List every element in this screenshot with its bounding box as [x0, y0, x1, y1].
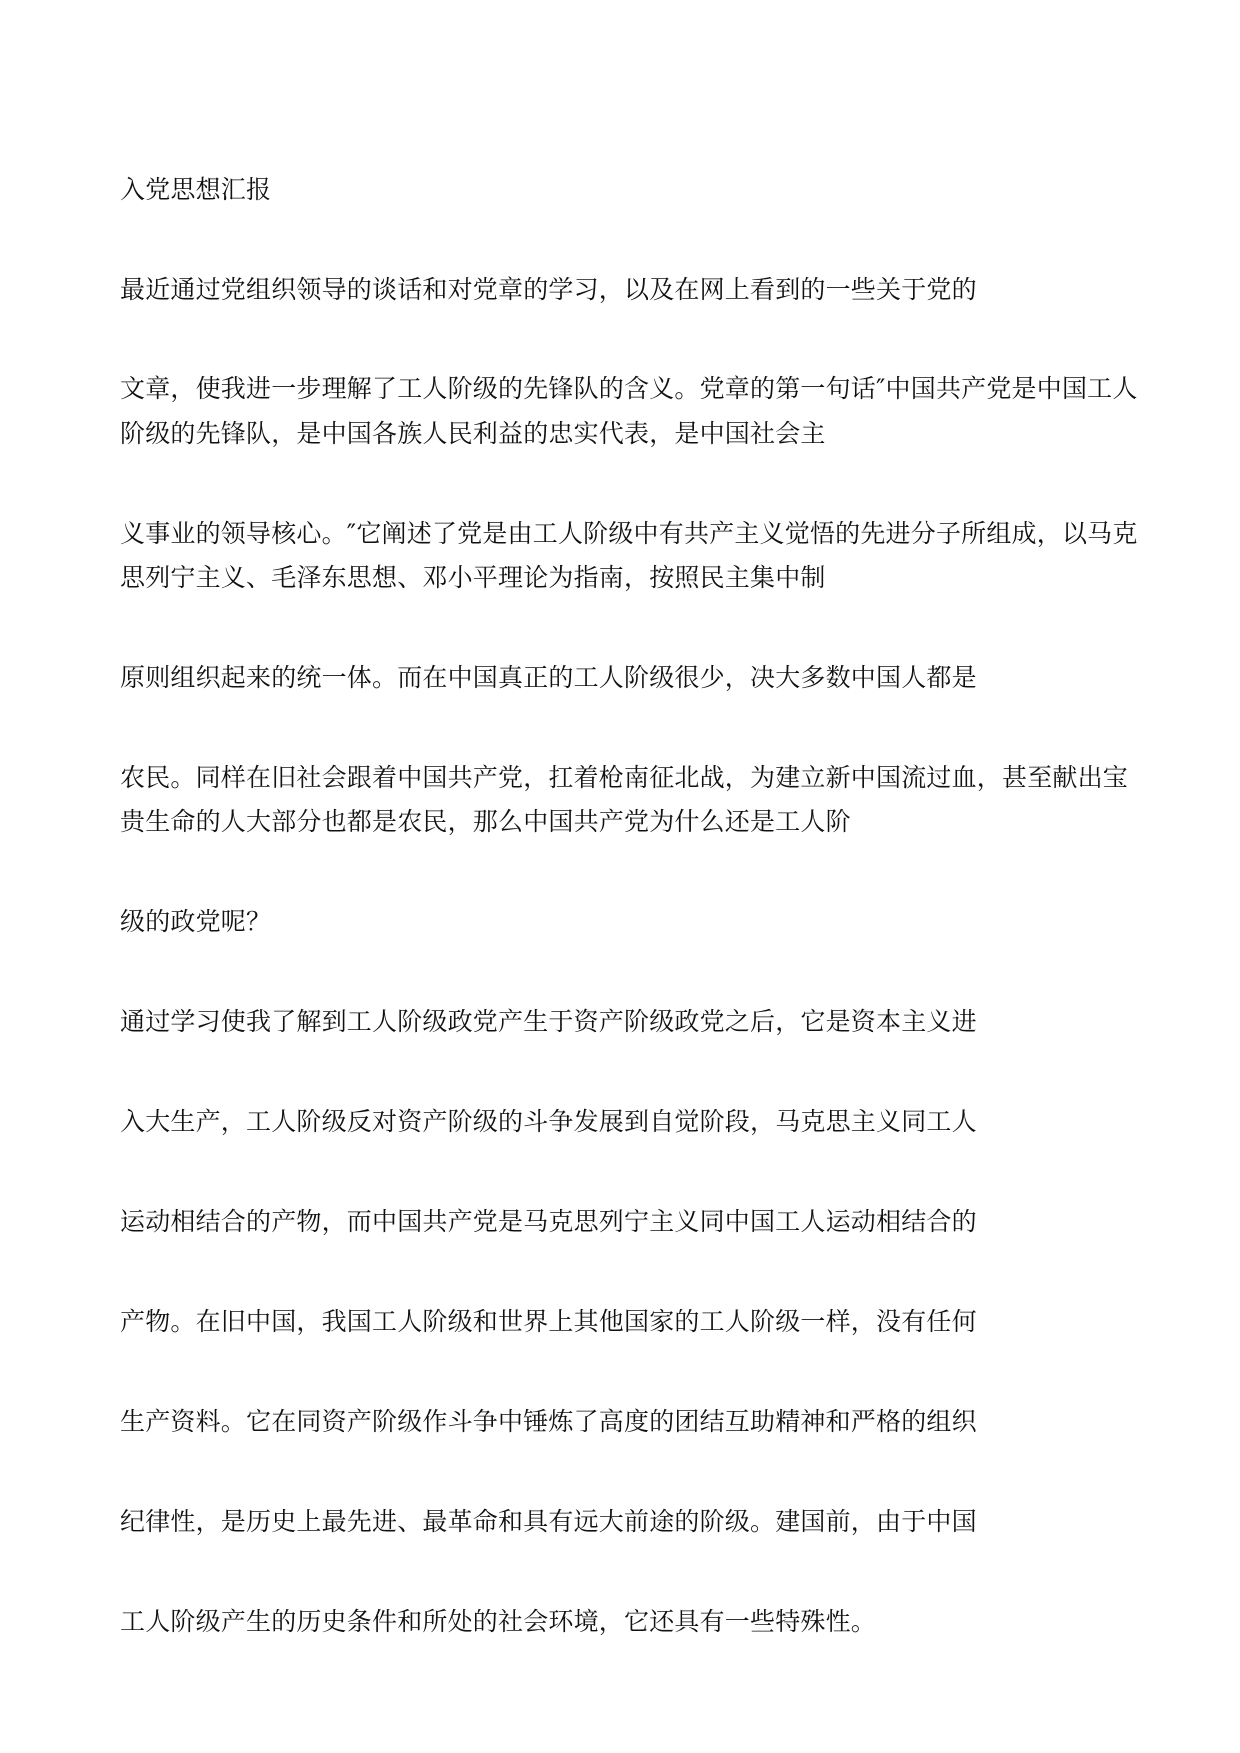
body-line-4: 义事业的领导核心。″它阐述了党是由工人阶级中有共产主义觉悟的先进分子所组成，以马克: [120, 519, 1138, 548]
body-line-14: 生产资料。它在同资产阶级作斗争中锤炼了高度的团结互助精神和严格的组织: [120, 1407, 977, 1436]
document-title: 入党思想汇报: [120, 175, 272, 204]
body-line-8: 贵生命的人大部分也都是农民，那么中国共产党为什么还是工人阶: [120, 807, 851, 836]
body-line-15: 纪律性，是历史上最先进、最革命和具有远大前途的阶级。建国前，由于中国: [120, 1507, 977, 1536]
body-line-16: 工人阶级产生的历史条件和所处的社会环境，它还具有一些特殊性。: [120, 1607, 877, 1636]
body-line-12: 运动相结合的产物，而中国共产党是马克思列宁主义同中国工人运动相结合的: [120, 1207, 977, 1236]
body-line-6: 原则组织起来的统一体。而在中国真正的工人阶级很少，决大多数中国人都是: [120, 663, 977, 692]
body-line-3: 阶级的先锋队，是中国各族人民利益的忠实代表，是中国社会主: [120, 419, 826, 448]
body-line-10: 通过学习使我了解到工人阶级政党产生于资产阶级政党之后，它是资本主义进: [120, 1007, 977, 1036]
body-line-5: 思列宁主义、毛泽东思想、邓小平理论为指南，按照民主集中制: [120, 563, 826, 592]
body-line-2: 文章，使我进一步理解了工人阶级的先锋队的含义。党章的第一句话″中国共产党是中国工人: [120, 374, 1138, 403]
body-line-1: 最近通过党组织领导的谈话和对党章的学习，以及在网上看到的一些关于党的: [120, 275, 977, 304]
body-line-9: 级的政党呢？: [120, 907, 272, 936]
body-line-7: 农民。同样在旧社会跟着中国共产党，扛着枪南征北战，为建立新中国流过血，甚至献出宝: [120, 763, 1129, 792]
body-line-11: 入大生产，工人阶级反对资产阶级的斗争发展到自觉阶段，马克思主义同工人: [120, 1107, 977, 1136]
body-line-13: 产物。在旧中国，我国工人阶级和世界上其他国家的工人阶级一样，没有任何: [120, 1307, 977, 1336]
